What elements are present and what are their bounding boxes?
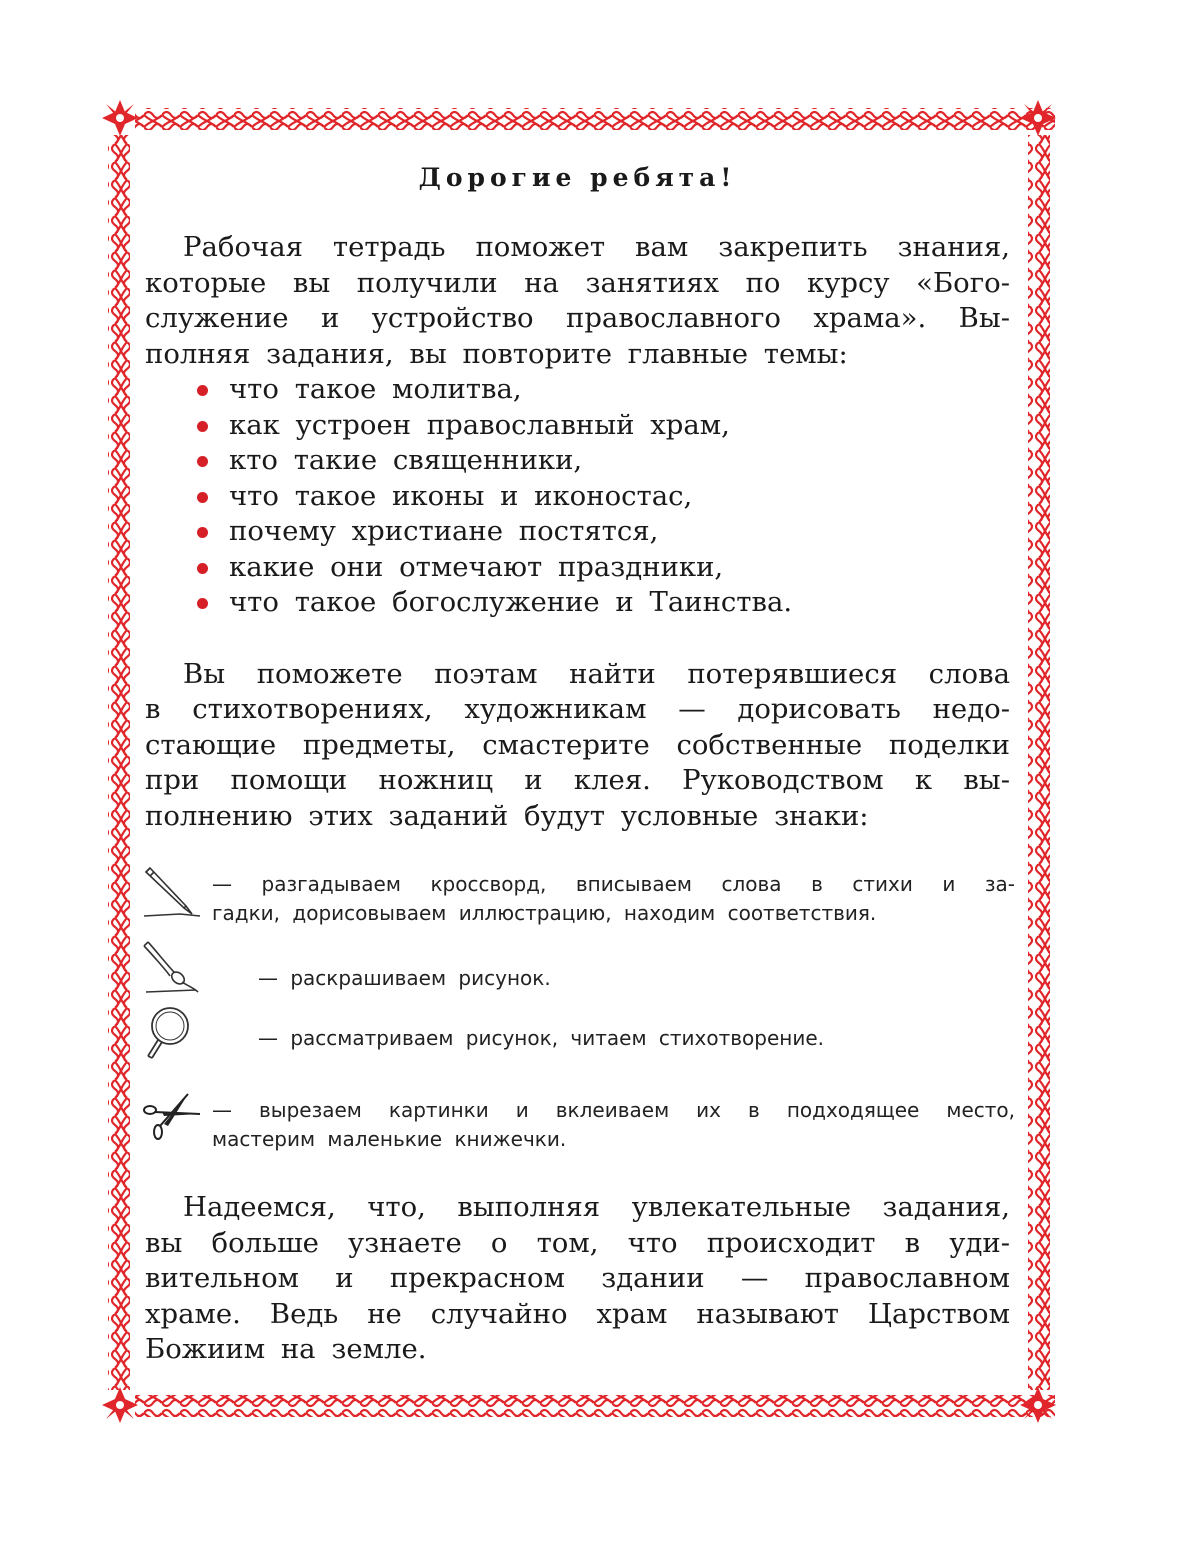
sign-pencil-text: — разгадываем кроссворд, вписываем слова в стихи и за- гадки, дорисовываем иллюстрацию, находим соответствия.: [212, 872, 1015, 925]
closing-line: Божиим на земле.: [145, 1333, 427, 1365]
list-item: что такое богослужение и Таинства.: [197, 585, 1010, 621]
middle-line: в стихотворениях, художникам — дорисовать недо-: [145, 693, 1010, 725]
closing-line: Надеемся, что, выполняя увлекательные задания,: [183, 1191, 1010, 1223]
sign-brush-text: — раскрашиваем рисунок.: [258, 966, 551, 990]
list-item: что такое молитва,: [197, 372, 1010, 408]
list-item: какие они отмечают праздники,: [197, 550, 1010, 586]
magnifier-icon: [140, 1002, 202, 1068]
middle-line: при помощи ножниц и клея. Руководством к вы-: [145, 764, 1010, 796]
frame-right-band: [1028, 135, 1050, 1390]
bullet-dot-icon: [197, 456, 208, 467]
intro-line: Рабочая тетрадь поможет вам закрепить знания,: [183, 231, 1010, 263]
sign-brush: [140, 938, 1015, 1002]
intro-line: которые вы получили на занятиях по курсу «Бого-: [145, 266, 1010, 299]
closing-line: храме. Ведь не случайно храм называют Царством: [145, 1297, 1010, 1330]
sign-pencil: [140, 860, 1015, 932]
intro-line: служение и устройство православного храма». Вы-: [145, 302, 1010, 334]
scissors-icon: [140, 1088, 206, 1148]
frame-top-band: [135, 108, 1055, 130]
middle-paragraph: [145, 657, 1010, 835]
topics-list: [145, 372, 1010, 621]
frame-bottom-band: [135, 1395, 1055, 1417]
closing-line: вы больше узнаете о том, что происходит в уди-: [145, 1226, 1010, 1259]
corner-ornament-bl: [102, 1387, 138, 1423]
middle-line: Вы поможете поэтам найти потерявшиеся слова: [183, 657, 1010, 690]
frame-left-band: [108, 135, 130, 1390]
intro-paragraph: [145, 230, 1010, 372]
middle-line: стающие предметы, смастерите собственные поделки: [145, 728, 1010, 761]
bullet-dot-icon: [197, 598, 208, 609]
list-item: почему христиане постятся,: [197, 514, 1010, 550]
page-title: Дорогие ребята!: [418, 163, 737, 192]
pencil-icon: [140, 864, 202, 924]
closing-paragraph: [145, 1190, 1010, 1368]
sign-magnifier: [140, 1002, 1015, 1074]
list-item: кто такие священники,: [197, 443, 1010, 479]
bullet-dot-icon: [197, 421, 208, 432]
middle-line: полнению этих заданий будут условные знаки:: [145, 799, 869, 832]
corner-ornament-tr: [1020, 100, 1056, 136]
closing-line: вительном и прекрасном здании — православном: [145, 1262, 1010, 1294]
bullet-dot-icon: [197, 385, 208, 396]
corner-ornament-tl: [102, 100, 138, 136]
sign-magnifier-text: — рассматриваем рисунок, читаем стихотворение.: [258, 1026, 825, 1050]
legend-signs: [140, 860, 1015, 1156]
bullet-dot-icon: [197, 492, 208, 503]
closing-section: [145, 1190, 1010, 1368]
list-item: что такое иконы и иконостас,: [197, 479, 1010, 515]
corner-ornament-br: [1020, 1387, 1056, 1423]
intro-line: полняя задания, вы повторите главные темы:: [145, 337, 848, 370]
sign-scissors-text: — вырезаем картинки и вклеиваем их в подходящее место, мастерим маленькие книжечки.: [212, 1098, 1015, 1151]
sign-scissors: [140, 1086, 1015, 1156]
list-item: как устроен православный храм,: [197, 408, 1010, 444]
bullet-dot-icon: [197, 527, 208, 538]
brush-icon: [140, 938, 202, 996]
bullet-dot-icon: [197, 563, 208, 574]
main-content: [145, 160, 1010, 834]
